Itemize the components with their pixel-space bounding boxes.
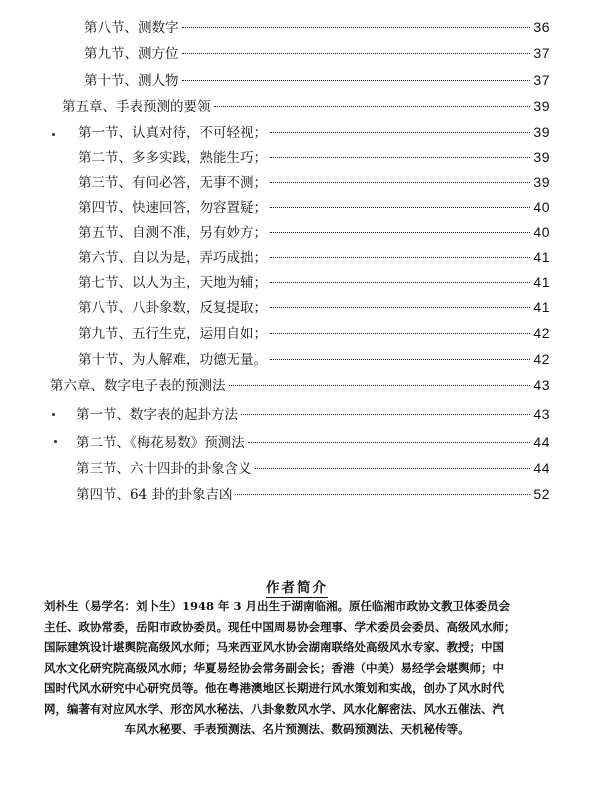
toc-page-number: 41	[533, 249, 550, 265]
toc-entry[interactable]	[78, 298, 550, 317]
toc-leader-dots	[270, 132, 530, 133]
toc-entry-title: 第一节、认真对待，不可轻视；	[78, 125, 267, 141]
toc-page-number: 40	[533, 199, 550, 215]
toc-page-number: 39	[533, 149, 550, 165]
toc-entry[interactable]	[78, 350, 550, 369]
toc-page-number: 37	[533, 45, 550, 61]
toc-leader-dots	[182, 27, 531, 28]
scan-speck	[52, 133, 55, 136]
toc-entry-title: 第五节、自测不准，另有妙方；	[78, 225, 267, 241]
toc-entry[interactable]	[78, 123, 550, 142]
toc-entry-title: 第九节、测方位	[84, 46, 179, 62]
toc-entry[interactable]	[76, 459, 550, 478]
author-section-heading: 作者简介	[266, 580, 328, 596]
toc-leader-dots	[182, 80, 531, 81]
toc-page-number: 41	[533, 299, 550, 315]
toc-entry-title: 第五章、手表预测的要领	[62, 99, 211, 115]
toc-entry-title: 第三节、有问必答，无事不测；	[78, 175, 267, 191]
toc-entry[interactable]	[78, 273, 550, 292]
toc-page-number: 44	[533, 434, 550, 450]
toc-entry-title: 第十节、为人解难，功德无量。	[78, 352, 267, 368]
toc-entry-title: 第二节、多多实践，熟能生巧；	[78, 150, 267, 166]
toc-page-number: 36	[533, 19, 550, 35]
bio-line: 风水文化研究院高级风水师；华夏易经协会常务副会长；香港（中美）易经学会堪舆师；中	[44, 660, 504, 675]
bio-line: 国时代风水研究中心研究员等。他在粤港澳地区长期进行风水策划和实战，创办了风水时代	[44, 681, 504, 695]
toc-leader-dots	[270, 359, 530, 360]
toc-leader-dots	[248, 442, 531, 443]
toc-entry[interactable]	[84, 71, 550, 90]
scan-speck	[52, 413, 55, 416]
scan-speck	[54, 440, 57, 443]
toc-page-number: 42	[533, 325, 550, 341]
toc-leader-dots	[182, 53, 531, 54]
toc-entry-title: 第四节、64 卦的卦象吉凶	[76, 487, 233, 503]
toc-entry-title: 第七节、以人为主，天地为辅；	[78, 275, 267, 291]
toc-entry[interactable]	[78, 173, 550, 192]
toc-leader-dots	[270, 182, 530, 183]
toc-entry[interactable]	[78, 223, 550, 242]
toc-page-number: 42	[533, 351, 550, 367]
toc-entry-title: 第四节、快速回答，勿容置疑；	[78, 200, 267, 216]
toc-leader-dots	[270, 307, 530, 308]
toc-entry-title: 第十节、测人物	[84, 73, 179, 89]
toc-leader-dots	[235, 494, 530, 495]
toc-leader-dots	[270, 232, 530, 233]
toc-entry[interactable]	[78, 324, 550, 343]
toc-page-number: 37	[533, 72, 550, 88]
toc-leader-dots	[270, 207, 530, 208]
toc-leader-dots	[270, 333, 530, 334]
toc-entry[interactable]	[84, 44, 550, 63]
bio-line: 国际建筑设计堪舆院高级风水师；马来西亚风水协会湖南联络处高级风水专家、教授；中国	[44, 640, 504, 654]
toc-page-number: 52	[533, 486, 550, 502]
toc-leader-dots	[241, 414, 530, 415]
author-section-title	[0, 576, 594, 596]
toc-page-number: 40	[533, 224, 550, 240]
toc-entry-title: 第九节、五行生克，运用自如；	[78, 326, 267, 342]
toc-leader-dots	[270, 282, 530, 283]
toc-page-number: 41	[533, 274, 550, 290]
toc-page-number: 43	[533, 406, 550, 422]
toc-entry[interactable]	[78, 148, 550, 167]
toc-page-number: 44	[533, 460, 550, 476]
toc-page-number: 39	[533, 174, 550, 190]
toc-chapter[interactable]	[50, 376, 550, 395]
toc-leader-dots	[270, 157, 530, 158]
toc-page-number: 39	[533, 124, 550, 140]
toc-leader-dots	[214, 106, 531, 107]
toc-entry[interactable]	[76, 405, 550, 424]
bio-line: 网，编著有对应风水学、形峦风水秘法、八卦象数风水学、风水化解密法、风水五催法、汽	[44, 701, 504, 716]
toc-page-number: 39	[533, 98, 550, 114]
bio-line: 刘朴生（易学名：刘卜生）1948 年 3 月出生于湖南临湘。原任临湘市政协文教卫体委员会	[44, 599, 511, 613]
toc-entry-title: 第八节、八卦象数，反复提取；	[78, 300, 267, 316]
toc-entry[interactable]	[78, 248, 550, 267]
author-biography	[44, 596, 550, 740]
toc-entry-title: 第二节、《梅花易数》预测法	[76, 435, 245, 451]
toc-entry-title: 第三节、六十四卦的卦象含义	[76, 461, 252, 477]
toc-entry[interactable]	[84, 18, 550, 37]
toc-entry-title: 第一节、数字表的起卦方法	[76, 407, 238, 423]
bio-line: 车风水秘要、手表预测法、名片预测法、数码预测法、天机秘传等。	[124, 722, 470, 736]
toc-entry-title: 第六章、数字电子表的预测法	[50, 378, 226, 394]
toc-entry-title: 第六节、自以为是，弄巧成拙；	[78, 250, 267, 266]
toc-entry-title: 第八节、测数字	[84, 20, 179, 36]
toc-leader-dots	[229, 385, 531, 386]
toc-leader-dots	[255, 468, 531, 469]
toc-entry[interactable]	[76, 485, 550, 504]
toc-chapter[interactable]	[62, 97, 550, 116]
toc-entry[interactable]	[78, 198, 550, 217]
toc-entry[interactable]	[76, 433, 550, 452]
toc-leader-dots	[270, 257, 530, 258]
toc-page-number: 43	[533, 377, 550, 393]
bio-line: 主任、政协常委，岳阳市政协委员。现任中国周易协会理事、学术委员会委员、高级风水师；	[44, 619, 516, 634]
